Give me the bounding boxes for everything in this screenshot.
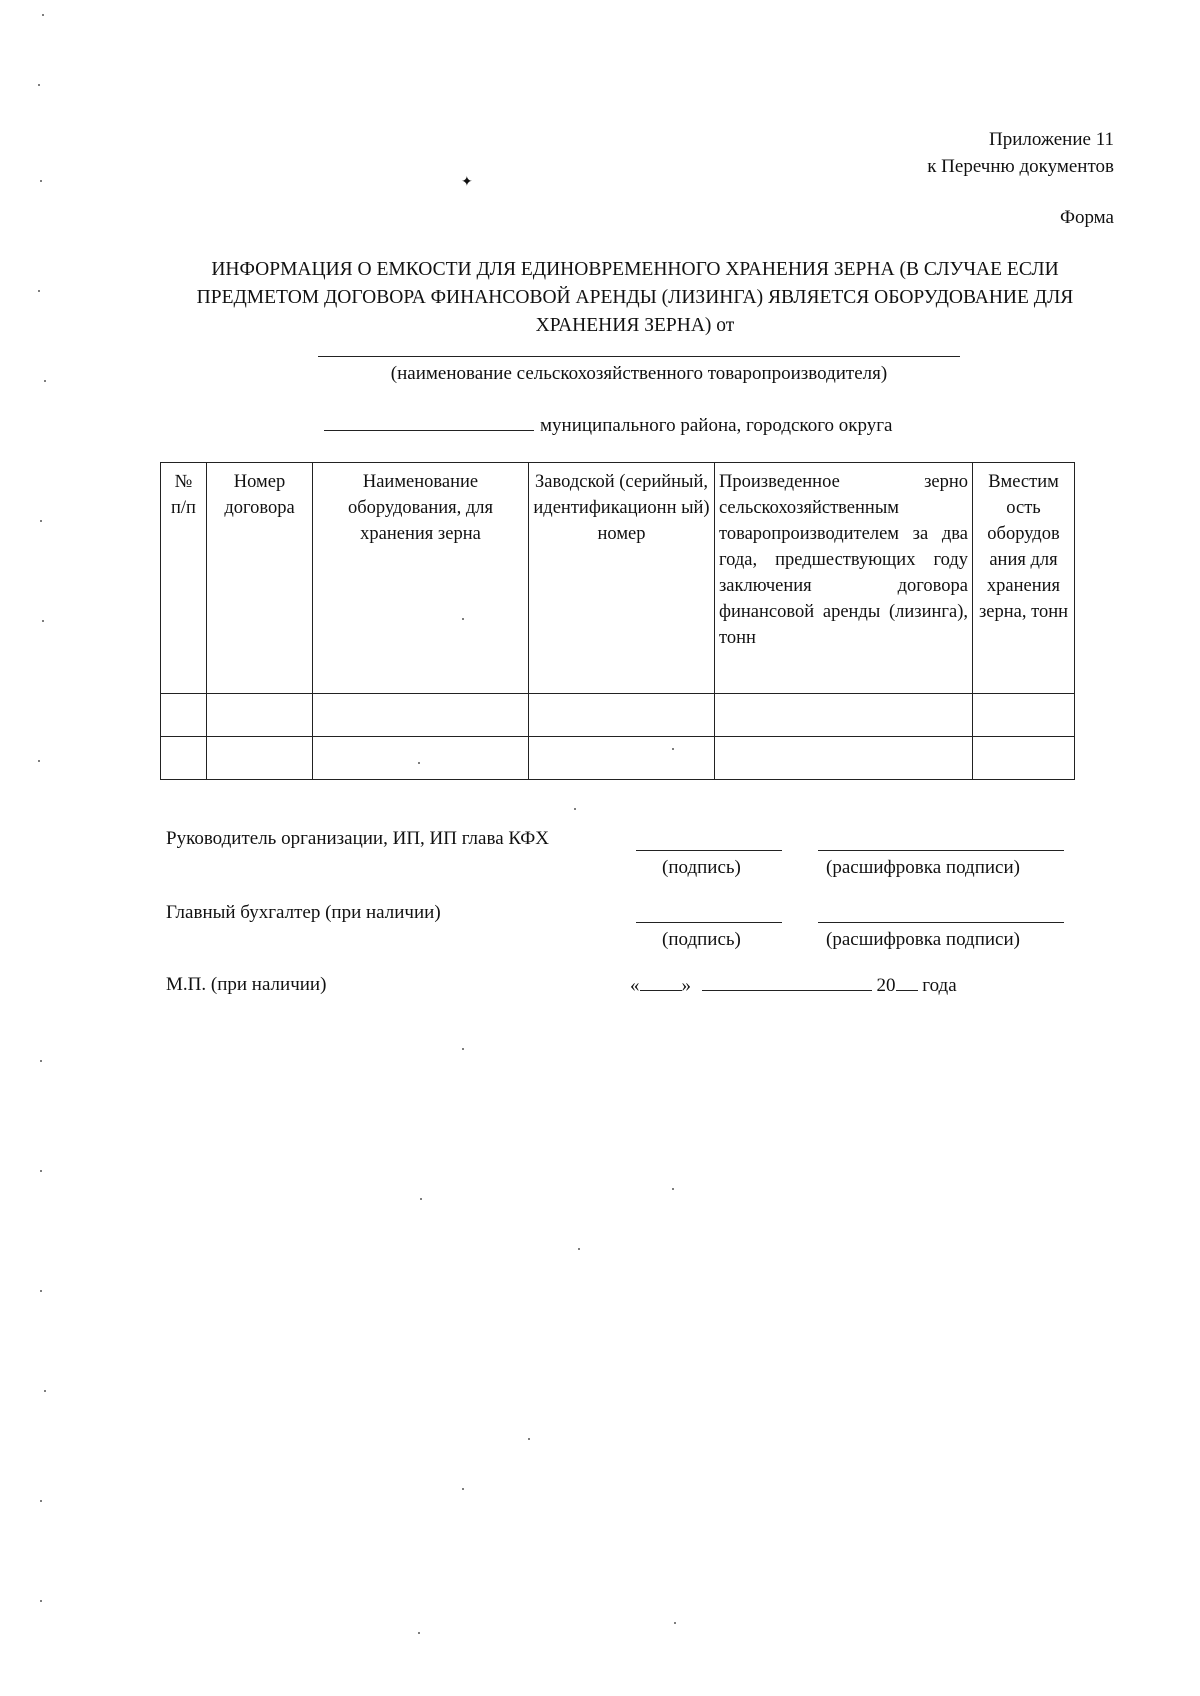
accountant-decoding-line[interactable]	[818, 922, 1064, 923]
scan-speck	[38, 84, 40, 86]
form-label: Форма	[1059, 207, 1114, 228]
scan-speck	[418, 762, 420, 764]
date-day-blank[interactable]	[640, 972, 682, 991]
producer-name-caption: (наименование сельскохозяйственного товаропроизводителя)	[390, 363, 888, 384]
head-decoding-line[interactable]	[818, 850, 1064, 851]
date-year-prefix: 20	[876, 975, 896, 996]
scan-speck	[40, 1290, 42, 1292]
col-header-serial: Заводской (серийный, идентификационн ый) номер	[529, 463, 715, 694]
scan-speck	[40, 1060, 42, 1062]
scan-speck	[674, 1622, 676, 1624]
table-cell[interactable]	[973, 737, 1075, 780]
scan-speck	[44, 380, 46, 382]
table-cell[interactable]	[715, 694, 973, 737]
scan-speck	[42, 14, 44, 16]
accountant-signature-caption: (подпись)	[662, 929, 741, 950]
accountant-signature-line[interactable]	[636, 922, 782, 923]
col-header-equipment: Наименование оборудования, для хранения зерна	[313, 463, 529, 694]
scan-speck	[38, 760, 40, 762]
district-caption: муниципального района, городского округа	[540, 415, 893, 436]
accountant-label: Главный бухгалтер (при наличии)	[166, 902, 441, 923]
date-open-quote: «	[630, 975, 640, 996]
date-year-suffix: года	[922, 975, 957, 996]
district-line	[324, 412, 892, 438]
scan-speck	[40, 180, 42, 182]
appendix-list-ref: к Перечню документов	[927, 156, 1114, 177]
scan-speck	[672, 748, 674, 750]
scan-speck	[40, 1500, 42, 1502]
scan-speck	[40, 520, 42, 522]
col-header-number: № п/п	[161, 463, 207, 694]
date-year-blank[interactable]	[896, 972, 918, 991]
document-title: ИНФОРМАЦИЯ О ЕМКОСТИ ДЛЯ ЕДИНОВРЕМЕННОГО ХРАНЕНИЯ ЗЕРНА (В СЛУЧАЕ ЕСЛИ ПРЕДМЕТОМ ДОГОВОРА ФИНАНСОВОЙ АРЕНДЫ (ЛИЗИНГА) ЯВЛЯЕТСЯ ОБОРУДОВАНИЕ ДЛЯ ХРАНЕНИЯ ЗЕРНА) от	[196, 259, 1074, 336]
appendix-number: Приложение 11	[988, 129, 1114, 150]
scan-speck	[38, 290, 40, 292]
table-cell[interactable]	[313, 694, 529, 737]
table-cell[interactable]	[529, 694, 715, 737]
equipment-table	[160, 462, 1075, 780]
date-month-blank[interactable]	[702, 972, 872, 991]
scan-speck	[42, 620, 44, 622]
table-cell[interactable]	[313, 737, 529, 780]
scan-speck	[574, 808, 576, 810]
col-header-produced-grain: Произведенное зерно сельскохозяйственным товаропроизводителем за два года, предшествующих году заключения договора финансовой аренды (лизинга), тонн	[715, 463, 973, 694]
accountant-decoding-caption: (расшифровка подписи)	[826, 929, 1020, 950]
scan-speck	[462, 1488, 464, 1490]
date-close-quote: »	[681, 975, 691, 996]
col-header-capacity: Вместим ость оборудов ания для хранения зерна, тонн	[973, 463, 1075, 694]
table-cell[interactable]	[973, 694, 1075, 737]
table-row	[161, 694, 1075, 737]
table-header-row	[161, 463, 1075, 694]
scan-speck	[672, 1188, 674, 1190]
table-cell[interactable]	[161, 694, 207, 737]
scan-speck	[420, 1198, 422, 1200]
col-header-contract: Номер договора	[207, 463, 313, 694]
scan-mark: ✦	[461, 175, 473, 190]
scan-speck	[462, 618, 464, 620]
date-field	[630, 972, 957, 999]
appendix-reference	[927, 126, 1114, 180]
table-cell[interactable]	[715, 737, 973, 780]
table-cell[interactable]	[529, 737, 715, 780]
scan-speck	[44, 1390, 46, 1392]
head-signatory-label: Руководитель организации, ИП, ИП глава КФХ	[166, 828, 549, 849]
scan-speck	[40, 1170, 42, 1172]
table-cell[interactable]	[207, 737, 313, 780]
head-signature-caption: (подпись)	[662, 857, 741, 878]
scan-speck	[528, 1438, 530, 1440]
head-decoding-caption: (расшифровка подписи)	[826, 857, 1020, 878]
scan-speck	[462, 1048, 464, 1050]
scan-speck	[418, 1632, 420, 1634]
producer-name-line	[318, 356, 960, 357]
table-cell[interactable]	[207, 694, 313, 737]
table-cell[interactable]	[161, 737, 207, 780]
stamp-label: М.П. (при наличии)	[166, 974, 327, 995]
district-blank	[324, 412, 534, 431]
table-row	[161, 737, 1075, 780]
scan-speck	[40, 1600, 42, 1602]
scan-speck	[578, 1248, 580, 1250]
head-signature-line[interactable]	[636, 850, 782, 851]
